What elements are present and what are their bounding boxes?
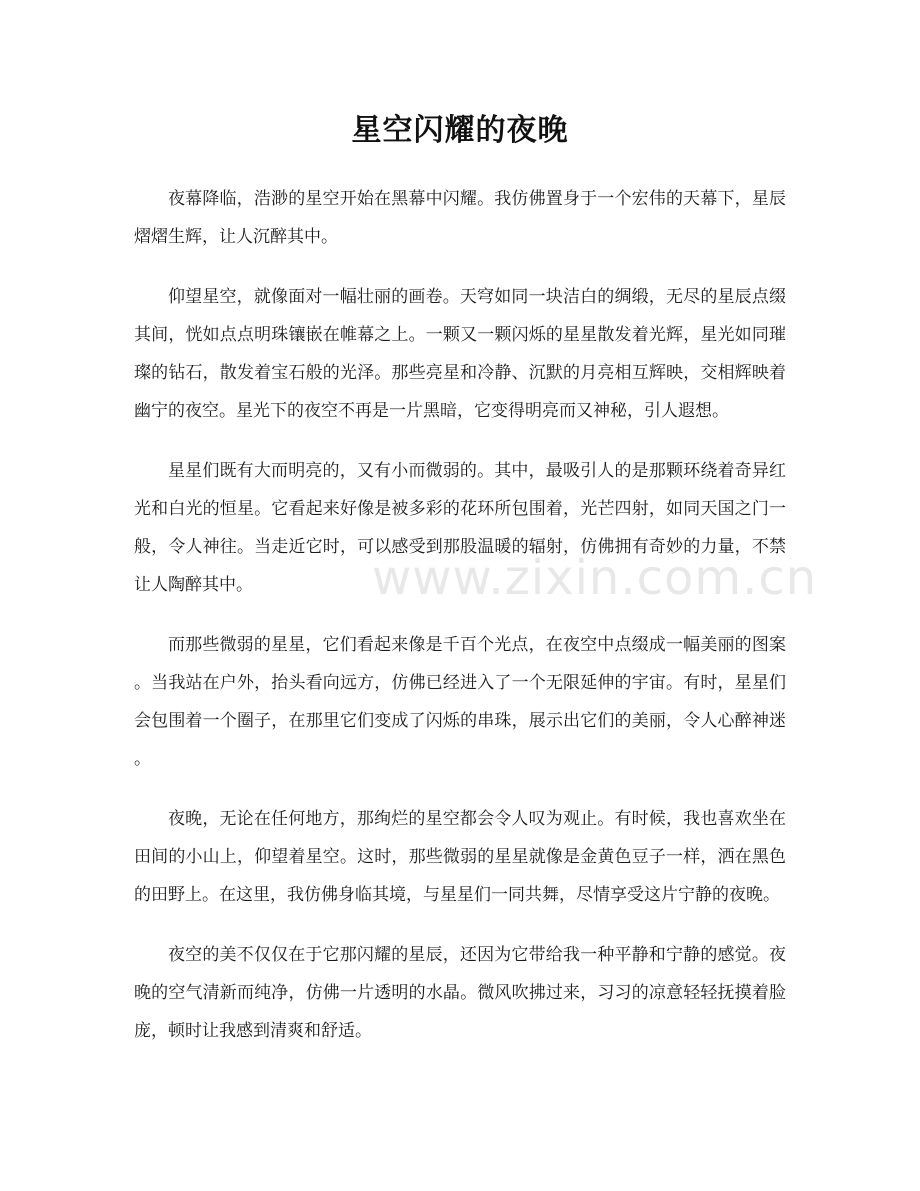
page-title: 星空闪耀的夜晚 <box>351 113 569 148</box>
paragraph-1: 夜幕降临，浩渺的星空开始在黑幕中闪耀。我仿佛置身于一个宏伟的天幕下，星辰熠熠生辉，让人沉醉其中。 <box>134 189 786 247</box>
paragraph-4: 而那些微弱的星星，它们看起来像是千百个光点，在夜空中点缀成一幅美丽的图案。当我站在户外，抬头看向远方，仿佛已经进入了一个无限延伸的宇宙。有时，星星们会包围着一个圈子，在那里它们变成了闪烁的串珠，展示出它们的美丽，令人心醉神迷。 <box>134 635 786 769</box>
paragraph-6: 夜空的美不仅仅在于它那闪耀的星辰，还因为它带给我一种平静和宁静的感觉。夜晚的空气清新而纯净，仿佛一片透明的水晶。微风吹拂过来，习习的凉意轻轻抚摸着脸庞，顿时让我感到清爽和舒适。 <box>134 945 786 1041</box>
watermark: www.zixin.com.cn <box>372 550 818 606</box>
paragraph-5: 夜晚，无论在任何地方，那绚烂的星空都会令人叹为观止。有时候，我也喜欢坐在田间的小山上，仰望着星空。这时，那些微弱的星星就像是金黄色豆子一样，洒在黑色的田野上。在这里，我仿佛身临其境，与星星们一同共舞，尽情享受这片宁静的夜晚。 <box>134 809 786 905</box>
paragraph-2: 仰望星空，就像面对一幅壮丽的画卷。天穹如同一块洁白的绸缎，无尽的星辰点缀其间，恍如点点明珠镶嵌在帷幕之上。一颗又一颗闪烁的星星散发着光辉，星光如同璀璨的钻石，散发着宝石般的光泽。那些亮星和冷静、沉默的月亮相互辉映，交相辉映着幽宁的夜空。星光下的夜空不再是一片黑暗，它变得明亮而又神秘，引人遐想。 <box>134 287 786 421</box>
paragraph-3: 星星们既有大而明亮的，又有小而微弱的。其中，最吸引人的是那颗环绕着奇异红光和白光的恒星。它看起来好像是被多彩的花环所包围着，光芒四射，如同天国之门一般，令人神往。当走近它时，可以感受到那股温暖的辐射，仿佛拥有奇妙的力量，不禁让人陶醉其中。 <box>134 461 786 595</box>
document-body <box>134 180 786 1072</box>
